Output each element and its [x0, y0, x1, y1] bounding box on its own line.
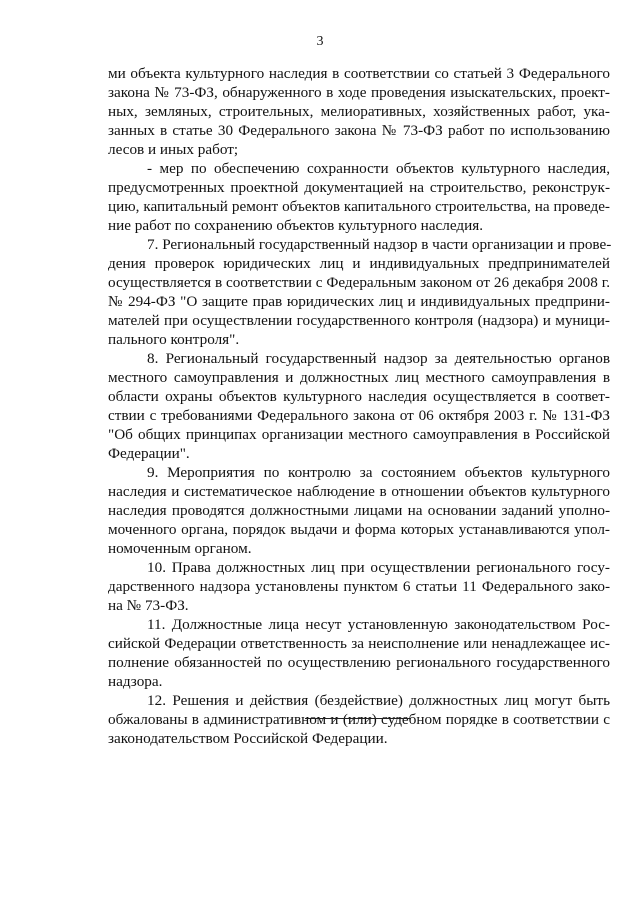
text-line: наследия проводятся должностными лицами на основании заданий уполно- — [108, 502, 610, 519]
text-line: дения проверок юридических лиц и индивидуальных предпринимателей — [108, 255, 610, 272]
text-line: полнение обязанностей по осуществлению регионального государственного — [108, 654, 610, 671]
text-line: дарственного надзора установлены пунктом 6 статьи 11 Федерального зако- — [108, 578, 610, 595]
text-line: ми объекта культурного наследия в соответствии со статьей 3 Федерального — [108, 65, 610, 82]
text-line: законодательством Российской Федерации. — [108, 730, 388, 747]
text-line: 10. Права должностных лиц при осуществлении регионального госу- — [147, 559, 610, 576]
text-line: 7. Региональный государственный надзор в части организации и прове- — [147, 236, 612, 253]
text-line: занных в статье 30 Федерального закона № 73-ФЗ работ по использованию — [108, 122, 610, 139]
paragraph-10 — [108, 558, 610, 615]
page-number: 3 — [316, 34, 324, 49]
end-divider — [305, 718, 411, 719]
paragraph-continuation — [108, 64, 610, 159]
text-line: - мер по обеспечению сохранности объектов культурного наследия, — [147, 160, 610, 177]
text-line: "Об общих принципах организации местного самоуправления в Российской — [108, 426, 610, 443]
text-line: номоченным органом. — [108, 540, 252, 557]
text-line: наследия и систематическое наблюдение в отношении объектов культурного — [108, 483, 610, 500]
text-line: ствии с требованиями Федерального закона от 06 октября 2003 г. № 131-ФЗ — [108, 407, 610, 424]
text-line: закона № 73-ФЗ, обнаруженного в ходе проведения изыскательских, проект- — [108, 84, 610, 101]
text-line: мателей при осуществлении государственного контроля (надзора) и муници- — [108, 312, 610, 329]
text-line: 11. Должностные лица несут установленную законодательством Рос- — [147, 616, 610, 633]
text-line: лесов и иных работ; — [108, 141, 239, 158]
paragraph-11 — [108, 615, 610, 691]
paragraph-7 — [108, 235, 610, 349]
text-line: предусмотренных проектной документацией на строительство, реконструк- — [108, 179, 610, 196]
document-body — [108, 64, 610, 748]
text-line: моченного органа, порядок выдачи и форма которых устанавливаются упол- — [108, 521, 610, 538]
text-line: местного самоуправления и должностных лиц местного самоуправления в — [108, 369, 610, 386]
text-line: ных, земляных, строительных, мелиоративных, хозяйственных работ, ука- — [108, 103, 610, 120]
paragraph-9 — [108, 463, 610, 558]
paragraph-8 — [108, 349, 610, 463]
text-line: 9. Мероприятия по контролю за состоянием объектов культурного — [147, 464, 610, 481]
text-line: ние работ по сохранению объектов культурного наследия. — [108, 217, 484, 234]
text-line: пального контроля". — [108, 331, 240, 348]
text-line: надзора. — [108, 673, 163, 690]
text-line: Федерации". — [108, 445, 190, 462]
text-line: 12. Решения и действия (бездействие) должностных лиц могут быть — [147, 692, 610, 709]
text-line: цию, капитальный ремонт объектов капитального строительства, на проведе- — [108, 198, 610, 215]
text-line: сийской Федерации ответственность за неисполнение или ненадлежащее ис- — [108, 635, 610, 652]
paragraph-measures — [108, 159, 610, 235]
text-line: № 294-ФЗ "О защите прав юридических лиц и индивидуальных предприни- — [108, 293, 610, 310]
text-line: области охраны объектов культурного наследия осуществляется в соответ- — [108, 388, 610, 405]
text-line: осуществляется в соответствии с Федеральным законом от 26 декабря 2008 г. — [108, 274, 610, 291]
paragraph-12 — [108, 691, 610, 748]
text-line: обжалованы в административном и (или) судебном порядке в соответствии с — [108, 711, 610, 728]
text-line: на № 73-ФЗ. — [108, 597, 189, 614]
text-line: 8. Региональный государственный надзор за деятельностью органов — [147, 350, 610, 367]
